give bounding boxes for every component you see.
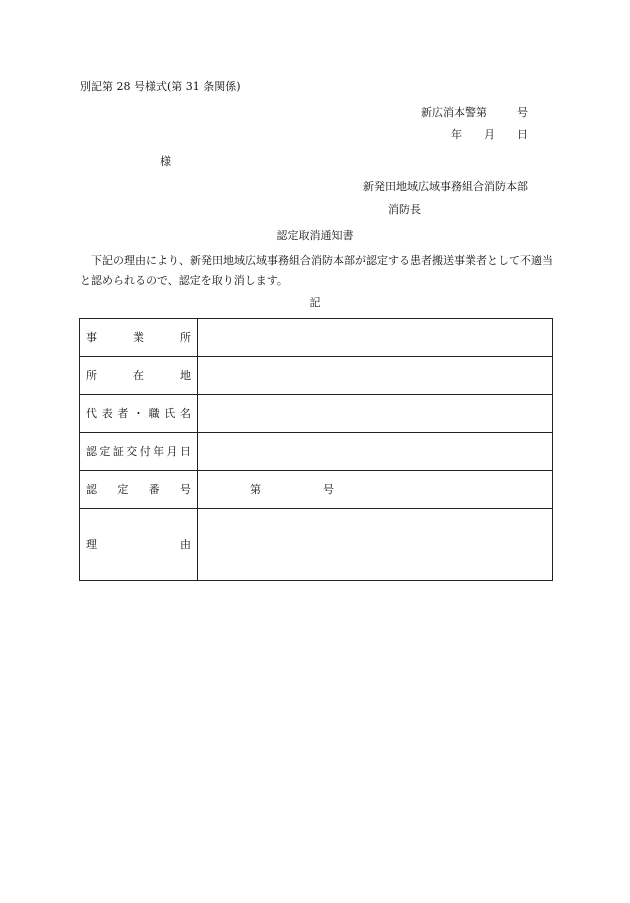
reason-label xyxy=(80,509,198,581)
table-row-location xyxy=(80,357,553,395)
date-day-label: 日 xyxy=(517,128,528,141)
label-char: 付 xyxy=(139,445,151,458)
table-row-cert-number xyxy=(80,471,553,509)
record-table xyxy=(79,318,553,581)
spread-label xyxy=(86,539,191,550)
document-title: 認定取消通知書 xyxy=(276,229,354,242)
table-row-office xyxy=(80,319,553,357)
document-number-line xyxy=(421,107,528,118)
label-char: 業 xyxy=(133,331,144,344)
table-row-representative xyxy=(80,395,553,433)
issue-date-label xyxy=(80,433,198,471)
spread-label xyxy=(86,370,191,381)
representative-label xyxy=(80,395,198,433)
issue-date-value xyxy=(198,433,553,471)
spread-label xyxy=(86,446,191,457)
cert-number-suffix: 号 xyxy=(323,483,334,496)
cert-number-template xyxy=(198,484,552,495)
spread-label xyxy=(86,408,191,419)
reason-value xyxy=(198,509,553,581)
label-char: 番 xyxy=(148,483,160,496)
ki-mark: 記 xyxy=(309,296,321,309)
office-label xyxy=(80,319,198,357)
label-char: 定 xyxy=(99,445,111,458)
date-year-label: 年 xyxy=(451,128,462,141)
body-paragraph: 下記の理由により、新発田地域広域事務組合消防本部が認定する患者搬送事業者として不適当と認められるので、認定を取り消します。 xyxy=(80,254,553,287)
label-char: 氏 xyxy=(164,407,176,420)
location-value xyxy=(198,357,553,395)
label-char: 認 xyxy=(86,483,97,496)
table-row-reason xyxy=(80,509,553,581)
label-char: ・ xyxy=(132,407,144,420)
label-char: 職 xyxy=(148,407,160,420)
date-line xyxy=(451,129,528,140)
label-char: 月 xyxy=(166,445,178,458)
issuer-organization: 新発田地域広域事務組合消防本部 xyxy=(363,180,528,193)
table-row-issue-date xyxy=(80,433,553,471)
label-char: 所 xyxy=(180,331,191,344)
office-value xyxy=(198,319,553,357)
label-char: 交 xyxy=(126,445,138,458)
label-char: 在 xyxy=(133,369,144,382)
label-char: 理 xyxy=(86,538,97,551)
label-char: 事 xyxy=(86,331,97,344)
label-char: 由 xyxy=(180,538,191,551)
label-char: 所 xyxy=(86,369,97,382)
date-month-label: 月 xyxy=(484,128,495,141)
issuer-title: 消防長 xyxy=(388,203,421,216)
label-char: 代 xyxy=(86,407,97,420)
location-label xyxy=(80,357,198,395)
recipient-honorific: 様 xyxy=(160,155,171,168)
label-char: 表 xyxy=(101,407,113,420)
cert-number-prefix: 第 xyxy=(250,483,261,496)
label-char: 認 xyxy=(86,445,97,458)
label-char: 年 xyxy=(153,445,165,458)
representative-value xyxy=(198,395,553,433)
cert-number-value xyxy=(198,471,553,509)
spread-label xyxy=(86,332,191,343)
spread-label xyxy=(86,484,191,495)
label-char: 日 xyxy=(179,445,191,458)
form-number: 別記第 28 号様式(第 31 条関係) xyxy=(80,80,241,93)
label-char: 地 xyxy=(180,369,191,382)
label-char: 証 xyxy=(112,445,124,458)
label-char: 定 xyxy=(117,483,129,496)
document-number-prefix: 新広消本警第 xyxy=(421,106,487,119)
label-char: 名 xyxy=(179,407,191,420)
cert-number-label xyxy=(80,471,198,509)
label-char: 者 xyxy=(117,407,129,420)
label-char: 号 xyxy=(179,483,191,496)
document-number-suffix: 号 xyxy=(517,106,528,119)
